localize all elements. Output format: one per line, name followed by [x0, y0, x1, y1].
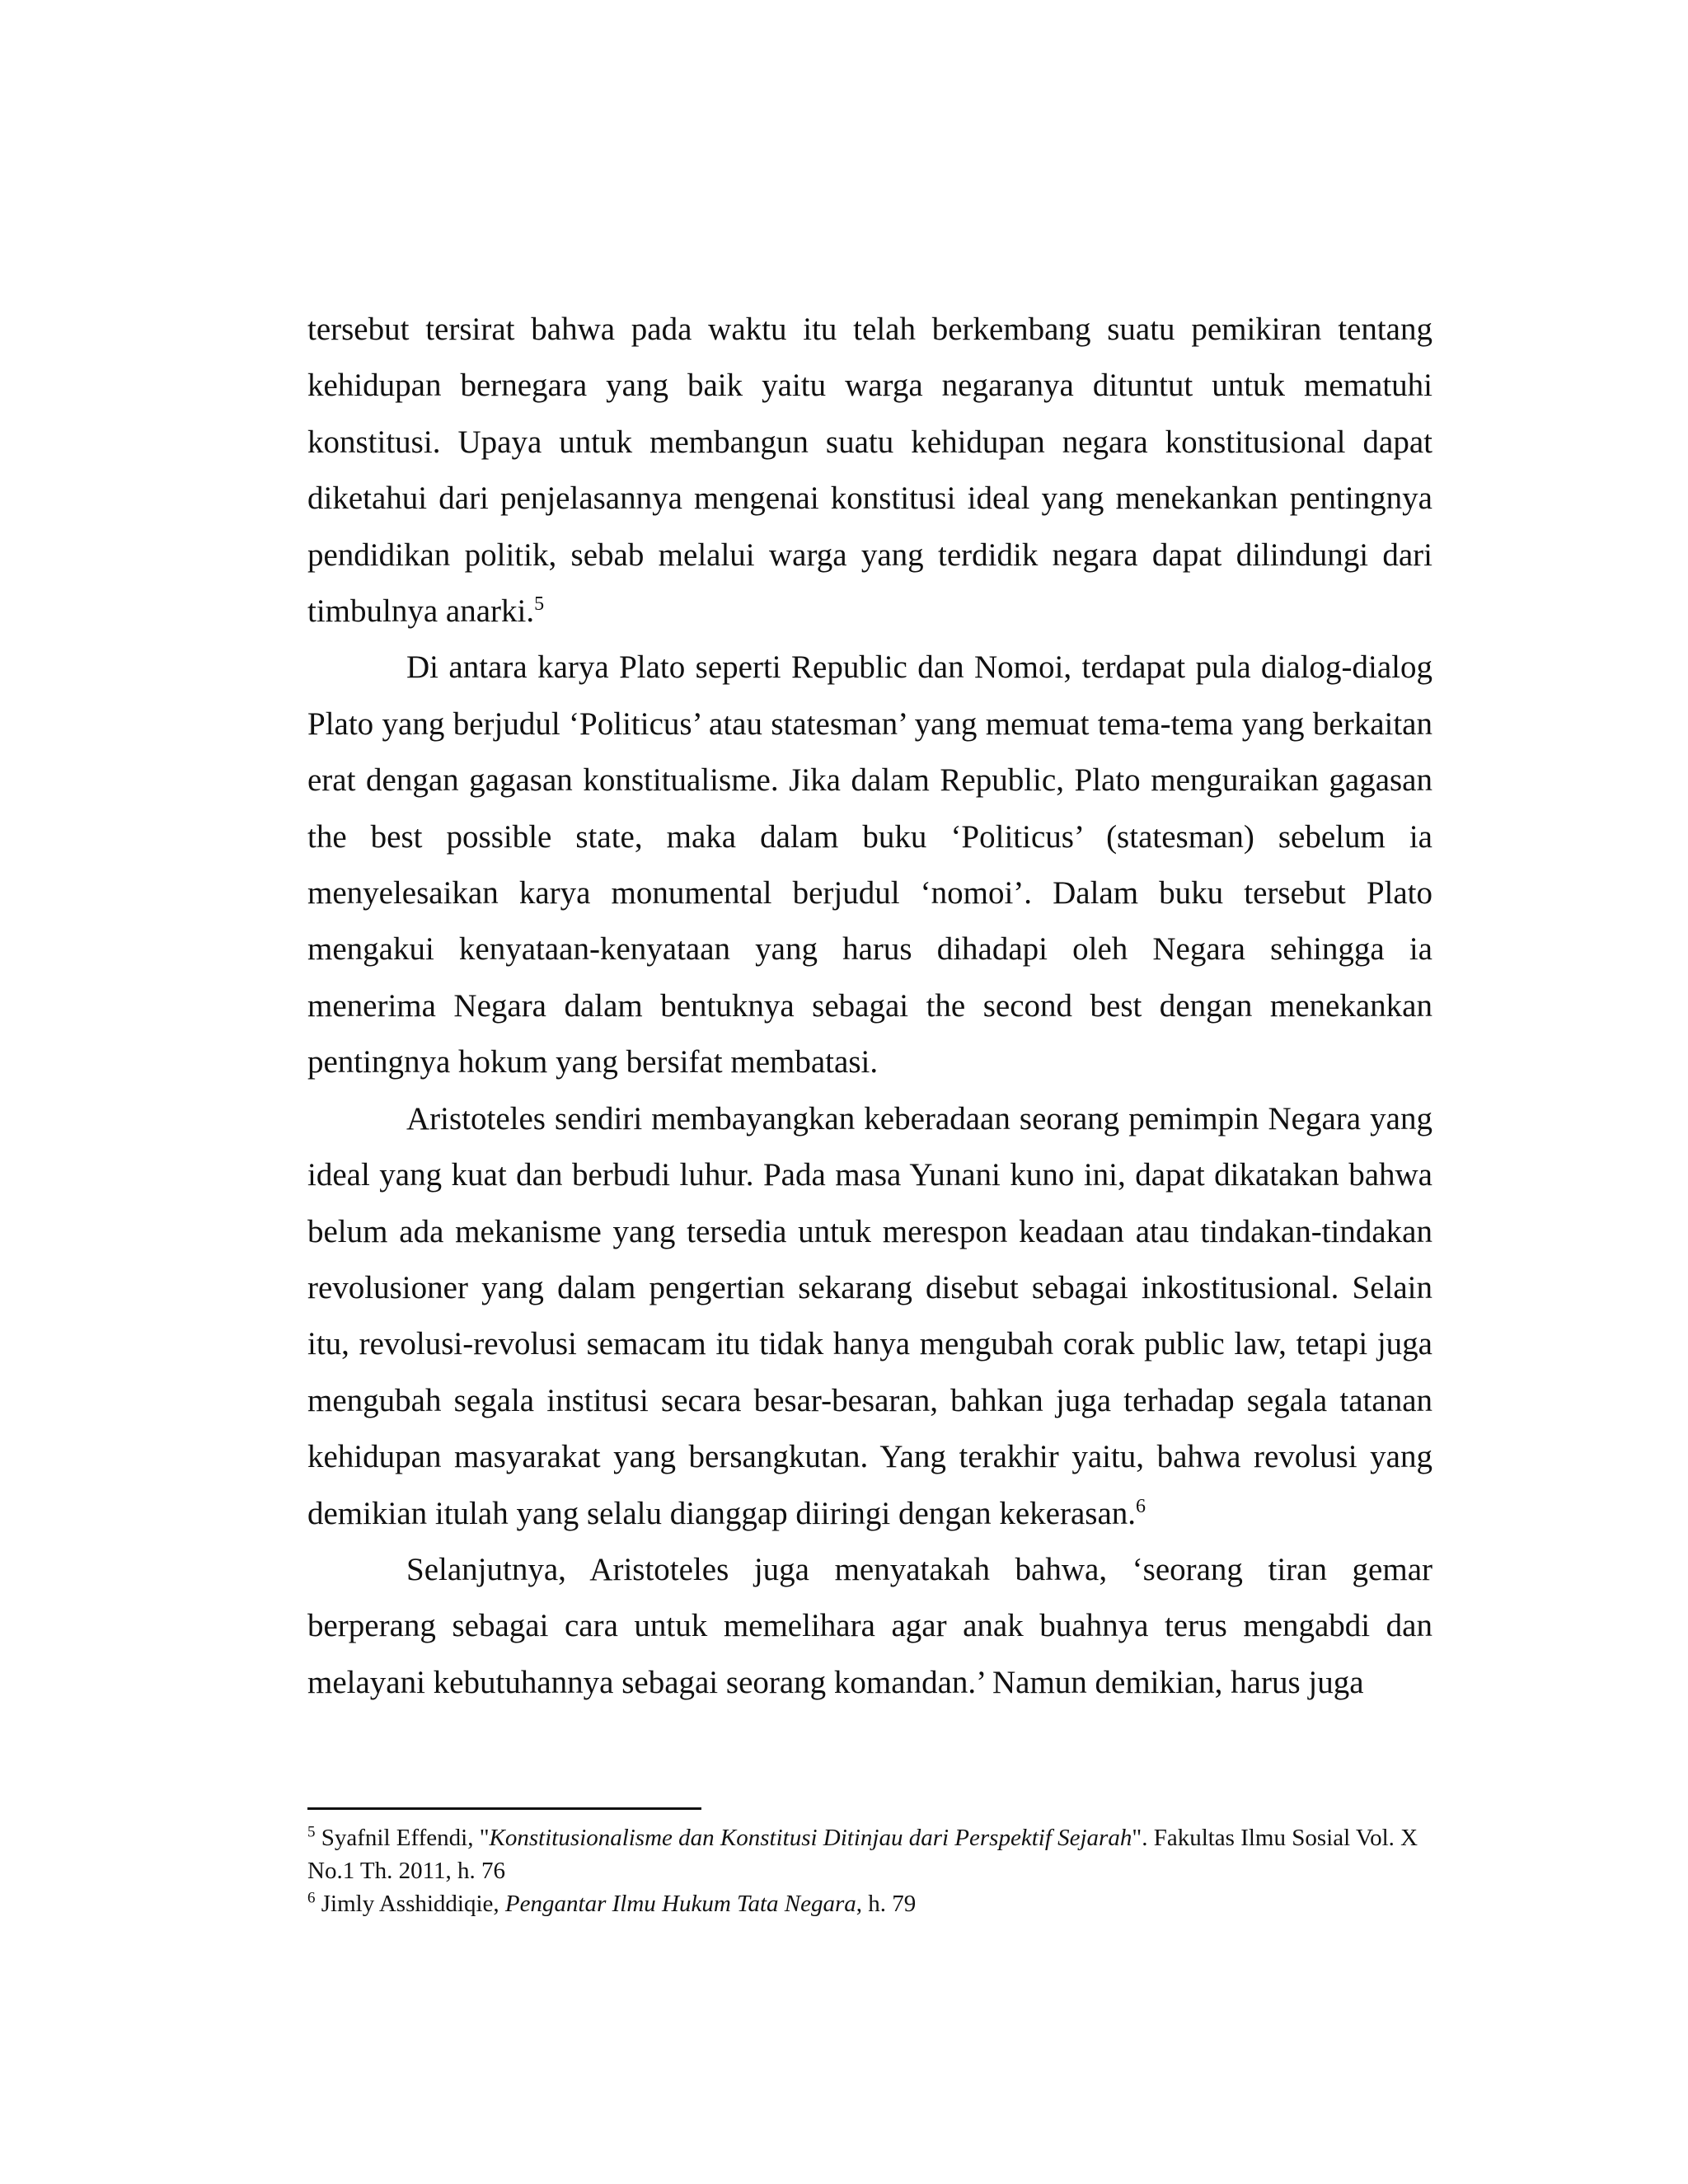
footnote-author: Syafnil Effendi, " — [321, 1825, 490, 1851]
footnote-title: Konstitusionalisme dan Konstitusi Ditinjau dari Perspektif Sejarah — [489, 1825, 1132, 1851]
footnote-separator — [307, 1807, 701, 1810]
footnote-reference: 6 — [1136, 1495, 1146, 1517]
footnote-number: 5 — [307, 1823, 316, 1841]
footnote-source: ". Fakultas Ilmu Sosial Vol. X No.1 Th. 2011, h. 76 — [307, 1825, 1418, 1884]
footnotes — [307, 1821, 1432, 1920]
paragraph-text: Di antara karya Plato seperti Republic dan Nomoi, terdapat pula dialog-dialog Plato yang berjudul ‘Politicus’ atau statesman’ yang memuat tema-tema yang berkaitan erat dengan gagasan konstitualisme. Jika dalam Republic, Plato menguraikan gagasan the best possible state, maka dalam buku ‘Politicus’ (statesman) sebelum ia menyelesaikan karya monumental berjudul ‘nomoi’. Dalam buku tersebut Plato mengakui kenyataan-kenyataan yang harus dihadapi oleh Negara sehingga ia menerima Negara dalam bentuknya sebagai the second best dengan menekankan pentingnya hokum yang bersifat membatasi. — [307, 649, 1432, 1080]
body-text — [307, 302, 1432, 1711]
paragraph-text: Aristoteles sendiri membayangkan keberadaan seorang pemimpin Negara yang ideal yang kuat dan berbudi luhur. Pada masa Yunani kuno ini, dapat dikatakan bahwa belum ada mekanisme yang tersedia untuk merespon keadaan atau tindakan-tindakan revolusioner yang dalam pengertian sekarang disebut sebagai inkostitusional. Selain itu, revolusi-revolusi semacam itu tidak hanya mengubah corak public law, tetapi juga mengubah segala institusi secara besar-besaran, bahkan juga terhadap segala tatanan kehidupan masyarakat yang bersangkutan. Yang terakhir yaitu, bahwa revolusi yang demikian itulah yang selalu dianggap diiringi dengan kekerasan. — [307, 1100, 1432, 1531]
footnote-reference: 5 — [534, 593, 545, 616]
paragraph-text: Selanjutnya, Aristoteles juga menyatakah bahwa, ‘seorang tiran gemar berperang sebagai cara untuk memelihara agar anak buahnya terus mengabdi dan melayani kebutuhannya sebagai seorang komandan.’ Namun demikian, harus juga — [307, 1551, 1432, 1700]
paragraph-1 — [307, 302, 1432, 640]
footnote-5 — [307, 1821, 1432, 1887]
paragraph-text: tersebut tersirat bahwa pada waktu itu telah berkembang suatu pemikiran tentang kehidupan bernegara yang baik yaitu warga negaranya dituntut untuk mematuhi konstitusi. Upaya untuk membangun suatu kehidupan negara konstitusional dapat diketahui dari penjelasannya mengenai konstitusi ideal yang menekankan pentingnya pendidikan politik, sebab melalui warga yang terdidik negara dapat dilindungi dari timbulnya anarki. — [307, 312, 1432, 630]
paragraph-3 — [307, 1091, 1432, 1542]
footnote-title: Pengantar Ilmu Hukum Tata Negara — [504, 1891, 856, 1917]
footnote-number: 6 — [307, 1889, 316, 1907]
footnote-author: Jimly Asshiddiqie, — [321, 1891, 505, 1917]
paragraph-4 — [307, 1542, 1432, 1711]
paragraph-2 — [307, 640, 1432, 1090]
footnote-6 — [307, 1887, 1432, 1920]
footnote-source: , h. 79 — [856, 1891, 917, 1917]
